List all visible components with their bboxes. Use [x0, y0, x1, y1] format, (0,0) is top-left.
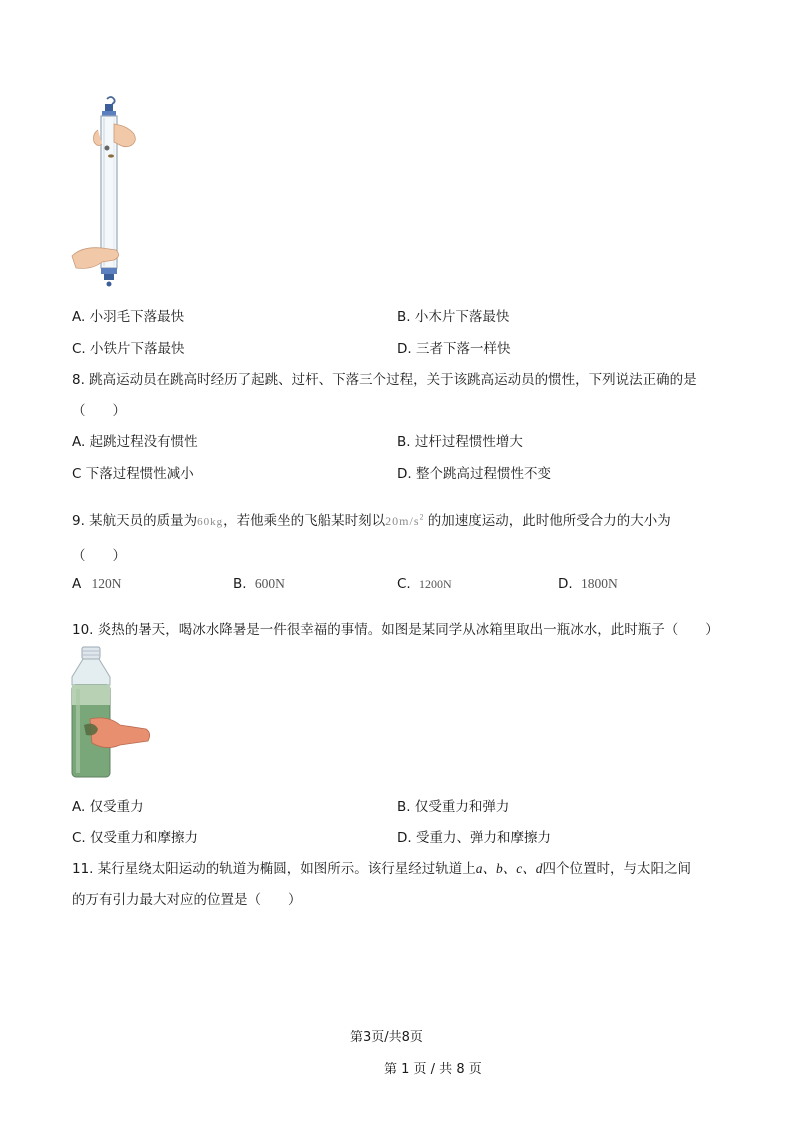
q9-stem-part-b: ，若他乘坐的飞船某时刻以	[223, 513, 386, 529]
q9-option-a-label: A	[72, 576, 82, 592]
q9-option-d-label: D.	[558, 576, 573, 592]
q8-option-d: D. 整个跳高过程惯性不变	[397, 466, 551, 482]
inner-page-footer: 第3页/共8页	[350, 1030, 423, 1045]
q8-answer-blank: （ ）	[72, 403, 126, 419]
q9-option-a-value: 120N	[91, 576, 122, 591]
q10-stem: 10. 炎热的暑天，喝冰水降暑是一件很幸福的事情。如图是某同学从冰箱里取出一瓶冰水，此时瓶子（ ）	[72, 622, 719, 638]
water-bottle-figure	[70, 645, 152, 781]
q9-accel-value: 20m/s	[385, 514, 420, 528]
q8-stem: 8. 跳高运动员在跳高时经历了起跳、过杆、下落三个过程，关于该跳高运动员的惯性，下列说法正确的是	[72, 372, 697, 388]
q7-option-d: D. 三者下落一样快	[397, 341, 511, 357]
q9-option-b	[233, 576, 285, 592]
q9-option-a	[72, 576, 122, 592]
q8-option-a: A. 起跳过程没有惯性	[72, 434, 198, 450]
q11-stem-line2: 的万有引力最大对应的位置是（ ）	[72, 892, 302, 908]
q9-option-c-value: 1200N	[419, 577, 452, 591]
q7-option-b: B. 小木片下落最快	[397, 309, 510, 325]
q9-stem-part-a: 9. 某航天员的质量为	[72, 513, 198, 529]
q9-stem	[72, 509, 671, 529]
q9-answer-blank: （ ）	[72, 548, 126, 564]
q9-option-d-value: 1800N	[580, 576, 618, 591]
q10-option-d: D. 受重力、弹力和摩擦力	[397, 830, 551, 846]
q11-stem-line1	[72, 857, 691, 877]
q11-stem-part-a: 11. 某行星绕太阳运动的轨道为椭圆，如图所示。该行星经过轨道上	[72, 861, 476, 877]
q10-option-a: A. 仅受重力	[72, 799, 144, 815]
q11-stem-part-b: 四个位置时，与太阳之间	[542, 861, 692, 877]
q9-option-b-value: 600N	[254, 576, 285, 591]
q10-option-b: B. 仅受重力和弹力	[397, 799, 510, 815]
q10-option-c: C. 仅受重力和摩擦力	[72, 830, 199, 846]
q9-option-c	[397, 576, 452, 592]
q9-option-c-label: C.	[397, 576, 411, 592]
newton-tube-figure	[70, 96, 150, 291]
outer-page-footer: 第 1 页 / 共 8 页	[384, 1062, 482, 1077]
q8-option-b: B. 过杆过程惯性增大	[397, 434, 523, 450]
q8-option-c: C 下落过程惯性减小	[72, 466, 194, 482]
q7-option-c: C. 小铁片下落最快	[72, 341, 185, 357]
q9-stem-part-c: 的加速度运动，此时他所受合力的大小为	[423, 513, 671, 529]
q9-option-b-label: B.	[233, 576, 247, 592]
q7-option-a: A. 小羽毛下落最快	[72, 309, 185, 325]
q9-mass-value: 60kg	[197, 516, 224, 528]
q11-positions: a、b、c、d	[475, 861, 543, 876]
q9-accel-exponent: 2	[419, 512, 424, 522]
q9-option-d	[558, 576, 618, 592]
